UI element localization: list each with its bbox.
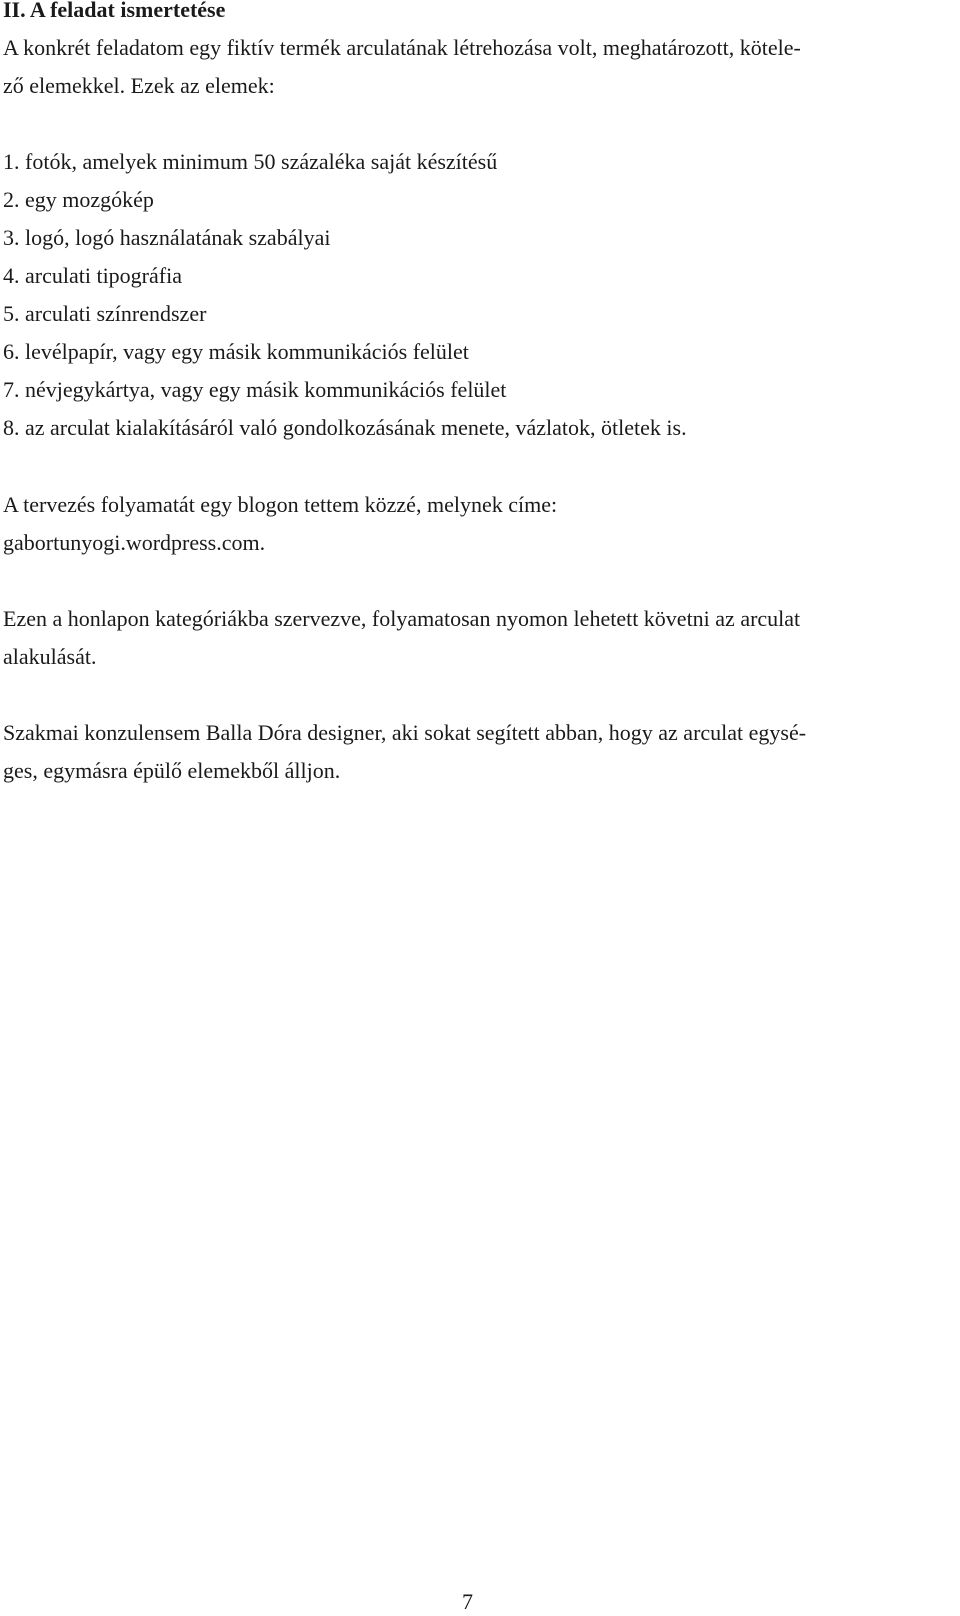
page-number: 7	[462, 1589, 473, 1614]
blog-url-line: gabortunyogi.wordpress.com.	[3, 530, 266, 555]
list-item: 4. arculati tipográfia	[3, 263, 182, 288]
list-item: 6. levélpapír, vagy egy másik kommunikációs felület	[3, 339, 469, 364]
categories-paragraph-line-2: alakulását.	[3, 644, 97, 669]
blog-paragraph-line-1: A tervezés folyamatát egy blogon tettem közzé, melynek címe:	[3, 492, 558, 517]
list-item: 8. az arculat kialakításáról való gondolkozásának menete, vázlatok, ötletek is.	[3, 415, 687, 440]
list-item: 2. egy mozgókép	[3, 187, 154, 212]
consultant-paragraph-line-1: Szakmai konzulensem Balla Dóra designer, aki sokat segített abban, hogy az arculat egysé-	[3, 720, 807, 745]
intro-line-2: ző elemekkel. Ezek az elemek:	[3, 73, 275, 98]
categories-paragraph-line-1: Ezen a honlapon kategóriákba szervezve, folyamatosan nyomon lehetett követni az arculat	[3, 606, 801, 631]
list-item: 7. névjegykártya, vagy egy másik kommunikációs felület	[3, 377, 507, 402]
list-item: 3. logó, logó használatának szabályai	[3, 225, 331, 250]
section-heading: II. A feladat ismertetése	[3, 0, 226, 22]
intro-line-1: A konkrét feladatom egy fiktív termék arculatának létrehozása volt, meghatározott, kötele-	[3, 35, 801, 60]
list-item: 5. arculati színrendszer	[3, 301, 207, 326]
list-item: 1. fotók, amelyek minimum 50 százaléka saját készítésű	[3, 149, 498, 174]
consultant-paragraph-line-2: ges, egymásra épülő elemekből álljon.	[3, 758, 341, 783]
